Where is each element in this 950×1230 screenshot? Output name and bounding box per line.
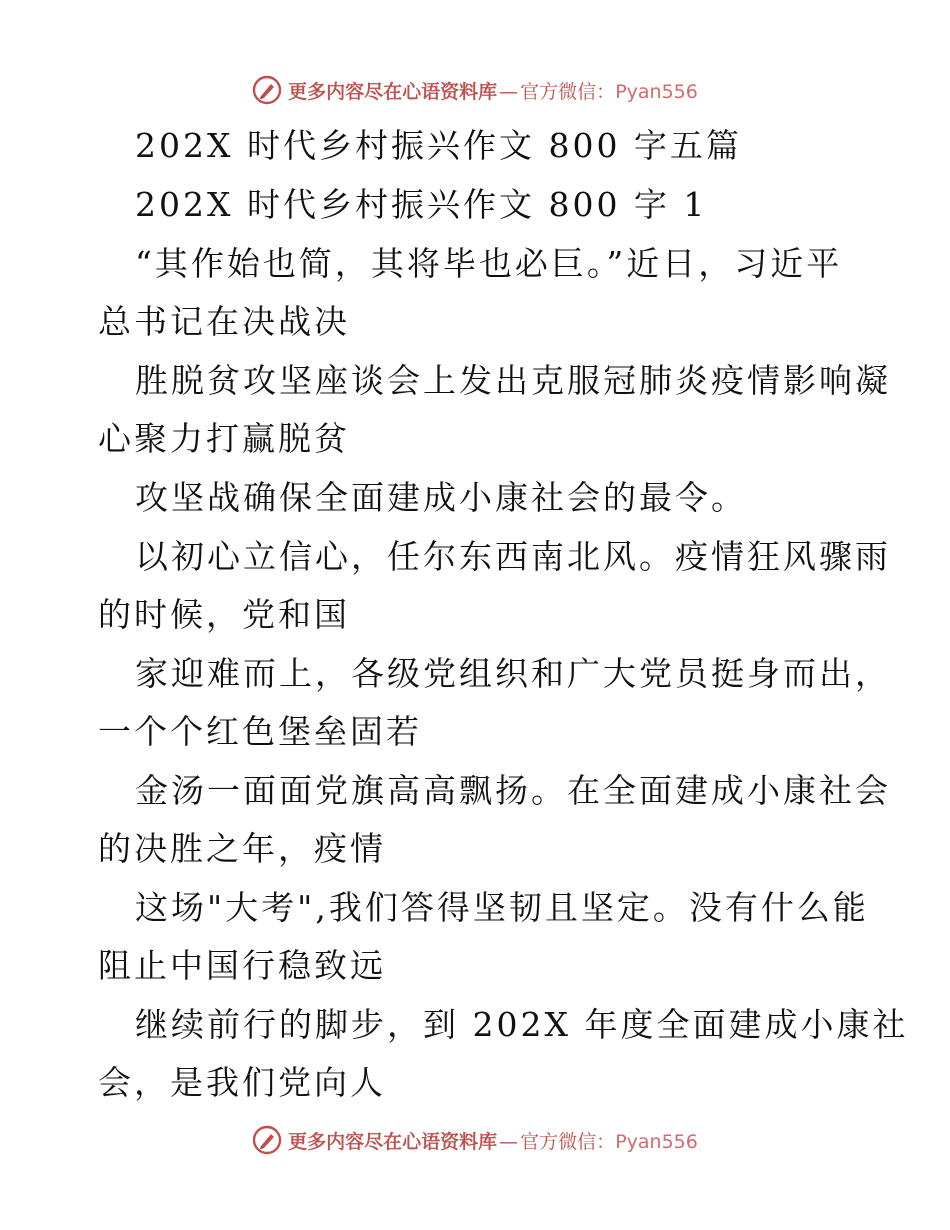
footer-suffix: 官方微信： — [520, 1130, 616, 1153]
footer-handle: Pyan556 — [615, 1130, 698, 1153]
header-brand: 更多内容尽在心语资料库 — [288, 80, 498, 103]
header-suffix: 官方微信： — [520, 80, 616, 103]
header-banner-text — [288, 77, 698, 104]
paragraph-line: 的决胜之年，疫情 — [98, 829, 386, 868]
header-handle: Pyan556 — [615, 80, 698, 103]
paragraph-line: 继续前行的脚步，到 202X 年度全面建成小康社 — [135, 1005, 909, 1044]
paragraph-line: 胜脱贫攻坚座谈会上发出克服冠肺炎疫情影响凝 — [135, 361, 891, 400]
paragraph-line: 以初心立信心，任尔东西南北风。疫情狂风骤雨 — [135, 537, 891, 576]
footer-banner — [0, 1120, 950, 1160]
document-title: 202X 时代乡村振兴作文 800 字五篇 — [135, 126, 742, 165]
paragraph-line: 一个个红色堡垒固若 — [98, 712, 422, 751]
paragraph-line: 阻止中国行稳致远 — [98, 946, 386, 985]
paragraph-line: 家迎难而上，各级党组织和广大党员挺身而出， — [135, 654, 891, 693]
paragraph-line: 心聚力打赢脱贫 — [98, 419, 350, 458]
pen-logo-icon — [252, 1125, 282, 1155]
paragraph-line: 的时候，党和国 — [98, 595, 350, 634]
footer-separator: — — [499, 1130, 519, 1153]
header-separator: — — [499, 80, 519, 103]
footer-brand: 更多内容尽在心语资料库 — [288, 1130, 498, 1153]
footer-banner-text — [288, 1127, 698, 1154]
paragraph-line: 金汤一面面党旗高高飘扬。在全面建成小康社会 — [135, 771, 891, 810]
header-banner — [0, 70, 950, 110]
pen-logo-icon — [252, 75, 282, 105]
paragraph-line: “其作始也简，其将毕也必巨。”近日，习近平 — [135, 244, 843, 283]
paragraph-line: 攻坚战确保全面建成小康社会的最令。 — [135, 478, 747, 517]
paragraph-line: 总书记在决战决 — [98, 302, 350, 341]
paragraph-line: 这场"大考",我们答得坚韧且坚定。没有什么能 — [135, 888, 869, 927]
document-subtitle: 202X 时代乡村振兴作文 800 字 1 — [135, 185, 708, 224]
paragraph-line: 会，是我们党向人 — [98, 1063, 386, 1102]
